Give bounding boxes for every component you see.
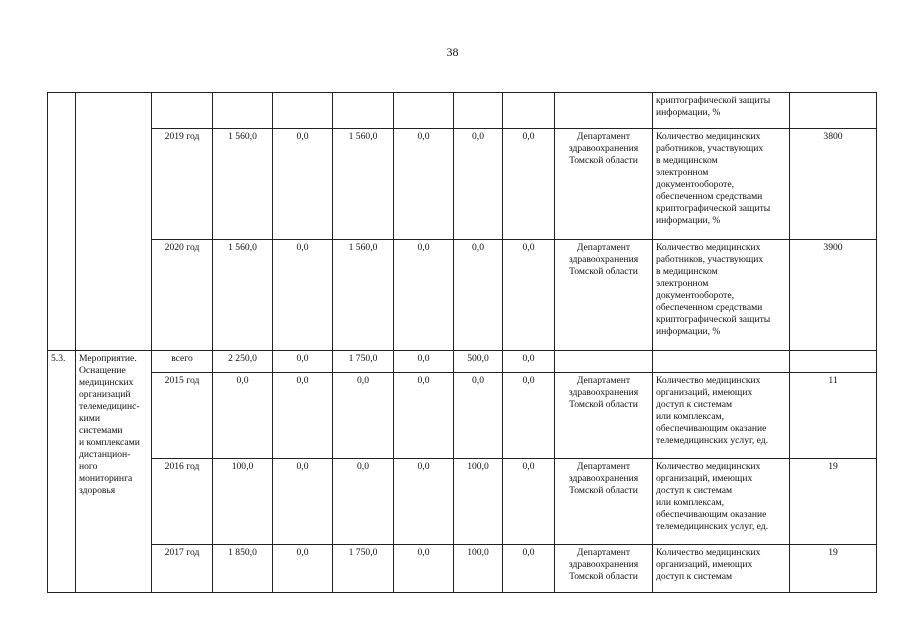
indicator-cell: Количество медицинских организаций, имеющих доступ к системам или комплексам, обеспечивающим оказание телемедицинских услуг, ед.	[653, 459, 790, 545]
year-cell: 2019 год	[152, 129, 213, 240]
regional-cell: 1 560,0	[333, 129, 394, 240]
regional-cell: 1 750,0	[333, 351, 394, 373]
extra-cell: 100,0	[454, 545, 503, 593]
extra-cell: 0,0	[454, 373, 503, 459]
table-row	[48, 545, 877, 593]
local-cell: 0,0	[394, 351, 454, 373]
regional-cell: 1 750,0	[333, 545, 394, 593]
regional-cell	[333, 93, 394, 129]
federal-cell: 0,0	[273, 351, 333, 373]
indicator-value-cell: 3800	[790, 129, 877, 240]
total-cell: 100,0	[213, 459, 273, 545]
extra-cell: 100,0	[454, 459, 503, 545]
table-row	[48, 93, 877, 129]
local-cell: 0,0	[394, 545, 454, 593]
other-cell: 0,0	[503, 351, 555, 373]
local-cell: 0,0	[394, 459, 454, 545]
program-table	[47, 92, 877, 593]
extra-cell: 0,0	[454, 240, 503, 351]
regional-cell: 0,0	[333, 373, 394, 459]
other-cell: 0,0	[503, 459, 555, 545]
row-number-cell: 5.3.	[48, 351, 76, 593]
activity-name-cell	[76, 93, 152, 351]
other-cell	[503, 93, 555, 129]
indicator-value-cell: 19	[790, 545, 877, 593]
total-cell	[213, 93, 273, 129]
year-cell	[152, 93, 213, 129]
total-cell: 2 250,0	[213, 351, 273, 373]
extra-cell: 500,0	[454, 351, 503, 373]
department-cell: Департамент здравоохранения Томской области	[555, 545, 653, 593]
federal-cell: 0,0	[273, 129, 333, 240]
indicator-value-cell	[790, 351, 877, 373]
indicator-cell: криптографической защиты информации, %	[653, 93, 790, 129]
indicator-cell: Количество медицинских работников, участвующих в медицинском электронном документообороте, обеспеченном средствами криптографической защиты информации, %	[653, 240, 790, 351]
indicator-value-cell	[790, 93, 877, 129]
indicator-cell: Количество медицинских организаций, имеющих доступ к системам	[653, 545, 790, 593]
indicator-cell	[653, 351, 790, 373]
total-cell: 1 560,0	[213, 129, 273, 240]
regional-cell: 0,0	[333, 459, 394, 545]
department-cell: Департамент здравоохранения Томской области	[555, 373, 653, 459]
federal-cell	[273, 93, 333, 129]
total-cell: 1 850,0	[213, 545, 273, 593]
federal-cell: 0,0	[273, 459, 333, 545]
local-cell	[394, 93, 454, 129]
year-cell: всего	[152, 351, 213, 373]
page-number: 38	[446, 45, 459, 59]
year-cell: 2017 год	[152, 545, 213, 593]
department-cell: Департамент здравоохранения Томской области	[555, 240, 653, 351]
extra-cell	[454, 93, 503, 129]
table-row	[48, 129, 877, 240]
activity-name-cell: Мероприятие. Оснащение медицинских организаций телемедицинс- кими системами и комплексами дистанцион- ного мониторинга здоровья	[76, 351, 152, 593]
indicator-cell: Количество медицинских работников, участвующих в медицинском электронном документообороте, обеспеченном средствами криптографической защиты информации, %	[653, 129, 790, 240]
extra-cell: 0,0	[454, 129, 503, 240]
local-cell: 0,0	[394, 373, 454, 459]
indicator-cell: Количество медицинских организаций, имеющих доступ к системам или комплексам, обеспечивающим оказание телемедицинских услуг, ед.	[653, 373, 790, 459]
other-cell: 0,0	[503, 373, 555, 459]
table-row	[48, 240, 877, 351]
total-cell: 0,0	[213, 373, 273, 459]
federal-cell: 0,0	[273, 545, 333, 593]
indicator-value-cell: 19	[790, 459, 877, 545]
table-row	[48, 373, 877, 459]
federal-cell: 0,0	[273, 240, 333, 351]
local-cell: 0,0	[394, 240, 454, 351]
other-cell: 0,0	[503, 545, 555, 593]
department-cell	[555, 351, 653, 373]
federal-cell: 0,0	[273, 373, 333, 459]
year-cell: 2016 год	[152, 459, 213, 545]
total-cell: 1 560,0	[213, 240, 273, 351]
local-cell: 0,0	[394, 129, 454, 240]
regional-cell: 1 560,0	[333, 240, 394, 351]
table-row	[48, 459, 877, 545]
department-cell: Департамент здравоохранения Томской области	[555, 459, 653, 545]
department-cell: Департамент здравоохранения Томской области	[555, 129, 653, 240]
year-cell: 2020 год	[152, 240, 213, 351]
row-number-cell	[48, 93, 76, 351]
indicator-value-cell: 3900	[790, 240, 877, 351]
other-cell: 0,0	[503, 129, 555, 240]
year-cell: 2015 год	[152, 373, 213, 459]
other-cell: 0,0	[503, 240, 555, 351]
department-cell	[555, 93, 653, 129]
indicator-value-cell: 11	[790, 373, 877, 459]
table-row	[48, 351, 877, 373]
